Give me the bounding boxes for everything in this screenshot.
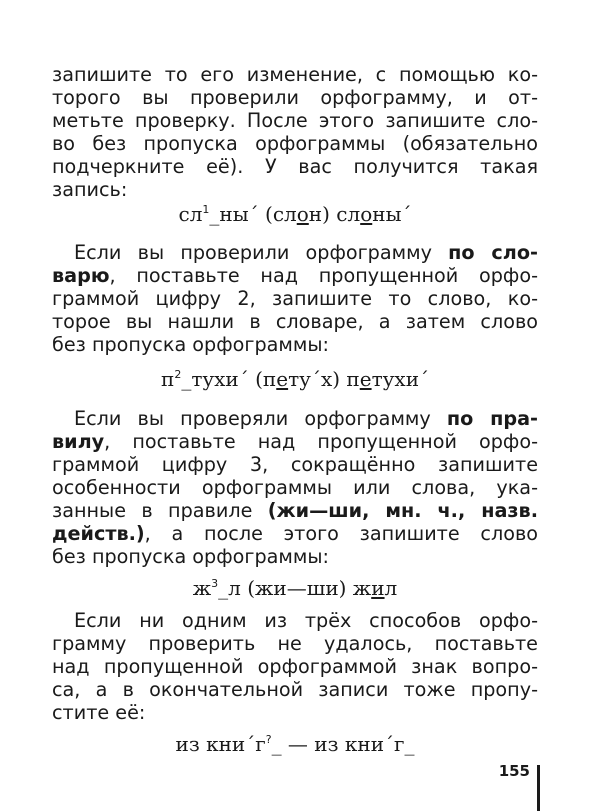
example-1-part-c: (сл bbox=[265, 202, 297, 226]
paragraph-3-line-7: без пропуска орфограммы: bbox=[52, 545, 329, 568]
example-2-part-g: е bbox=[359, 367, 372, 391]
example-4-part-b: _ — из кни´г_ bbox=[271, 732, 415, 756]
example-1-part-a: сл bbox=[178, 202, 203, 226]
paragraph-3-line-3: граммой цифру 3, сокращённо запишите bbox=[52, 453, 538, 476]
paragraph-4-line-2: грамму проверить не удалось, поставьте bbox=[52, 632, 538, 655]
paragraph-3-line-2-b: , поставьте над пропущенной орфо- bbox=[104, 430, 538, 453]
paragraph-1-line-2: торого вы проверили орфограмму, и от- bbox=[52, 86, 538, 109]
paragraph-3-line-4: особенности орфограммы или слова, ука- bbox=[52, 476, 538, 499]
paragraph-2-line-1-b: по сло- bbox=[448, 241, 539, 264]
paragraph-3-line-6-b: , а после этого запишите слово bbox=[144, 522, 538, 545]
example-3-superscript: 3 bbox=[211, 577, 219, 590]
example-2 bbox=[52, 367, 538, 395]
paragraph-2-line-2 bbox=[52, 264, 538, 287]
paragraph-4-line-3: над пропущенной орфограммой знак вопро- bbox=[52, 655, 538, 678]
paragraph-1-line-1: запишите то его изменение, с помощью ко- bbox=[52, 63, 538, 86]
example-2-part-a: п bbox=[160, 367, 175, 391]
example-2-part-f: п bbox=[346, 367, 360, 391]
paragraph-3-line-2 bbox=[52, 430, 538, 453]
paragraph-4-line-1: Если ни одним из трёх способов орфо- bbox=[74, 609, 538, 632]
example-1 bbox=[52, 202, 538, 230]
paragraph-3-line-5 bbox=[52, 499, 538, 522]
example-4 bbox=[52, 732, 538, 760]
example-3-part-b: _л (жи—ши) ж bbox=[218, 576, 372, 600]
example-1-part-b: _ны´ bbox=[209, 202, 259, 226]
paragraph-3-line-6-a: действ.) bbox=[52, 522, 145, 545]
example-1-superscript: 1 bbox=[202, 203, 210, 216]
example-3-part-d: л bbox=[384, 576, 398, 600]
example-3 bbox=[52, 576, 538, 604]
paragraph-2-line-5: без пропуска орфограммы: bbox=[52, 333, 329, 356]
paragraph-2-line-2-a: варю bbox=[52, 264, 110, 287]
example-4-part-a: из кни´г bbox=[175, 732, 266, 756]
example-1-part-h: ны´ bbox=[372, 202, 412, 226]
paragraph-3-line-2-a: вилу bbox=[52, 430, 105, 453]
example-2-part-e: ту´х) bbox=[288, 367, 341, 391]
paragraph-1-line-4: во без пропуска орфограммы (обязательно bbox=[52, 132, 538, 155]
example-3-part-a: ж bbox=[192, 576, 212, 600]
paragraph-3-line-5-a: занные в правиле bbox=[52, 499, 268, 522]
example-2-part-h: тухи´ bbox=[371, 367, 430, 391]
example-2-part-b: _тухи´ bbox=[181, 367, 249, 391]
example-2-part-d: е bbox=[276, 367, 289, 391]
paragraph-3-line-1-b: по пра- bbox=[446, 407, 538, 430]
paragraph-1-line-5: подчеркните её). У вас получится такая bbox=[52, 155, 538, 178]
example-1-part-f: сл bbox=[336, 202, 361, 226]
paragraph-3-line-6 bbox=[52, 522, 538, 545]
paragraph-2-line-1-a: Если вы проверили орфограмму bbox=[74, 241, 449, 264]
paragraph-4-line-4: са, а в окончательной записи тоже пропу- bbox=[52, 678, 538, 701]
example-2-part-c: (п bbox=[255, 367, 277, 391]
paragraph-4-line-5: стите её: bbox=[52, 701, 146, 724]
paragraph-3-line-5-b: (жи—ши, мн. ч., назв. bbox=[267, 499, 538, 522]
paragraph-2-line-2-b: , поставьте над пропущенной орфо- bbox=[109, 264, 538, 287]
paragraph-3-line-1 bbox=[52, 407, 538, 430]
example-3-part-c: и bbox=[371, 576, 385, 600]
paragraph-1-line-6: запись: bbox=[52, 178, 128, 201]
example-4-superscript: ? bbox=[265, 733, 272, 746]
paragraph-1-line-3: метьте проверку. После этого запишите сло- bbox=[52, 109, 538, 132]
example-1-part-e: н) bbox=[308, 202, 330, 226]
example-1-part-g: о bbox=[360, 202, 373, 226]
example-2-superscript: 2 bbox=[174, 368, 182, 381]
paragraph-3-line-1-a: Если вы проверяли орфограмму bbox=[74, 407, 447, 430]
page-number: 155 bbox=[498, 762, 530, 780]
margin-rule bbox=[537, 765, 540, 811]
example-1-part-d: о bbox=[296, 202, 309, 226]
paragraph-2-line-4: торое вы нашли в словаре, а затем слово bbox=[52, 310, 538, 333]
paragraph-2-line-1 bbox=[52, 241, 538, 264]
paragraph-2-line-3: граммой цифру 2, запишите то слово, ко- bbox=[52, 287, 538, 310]
